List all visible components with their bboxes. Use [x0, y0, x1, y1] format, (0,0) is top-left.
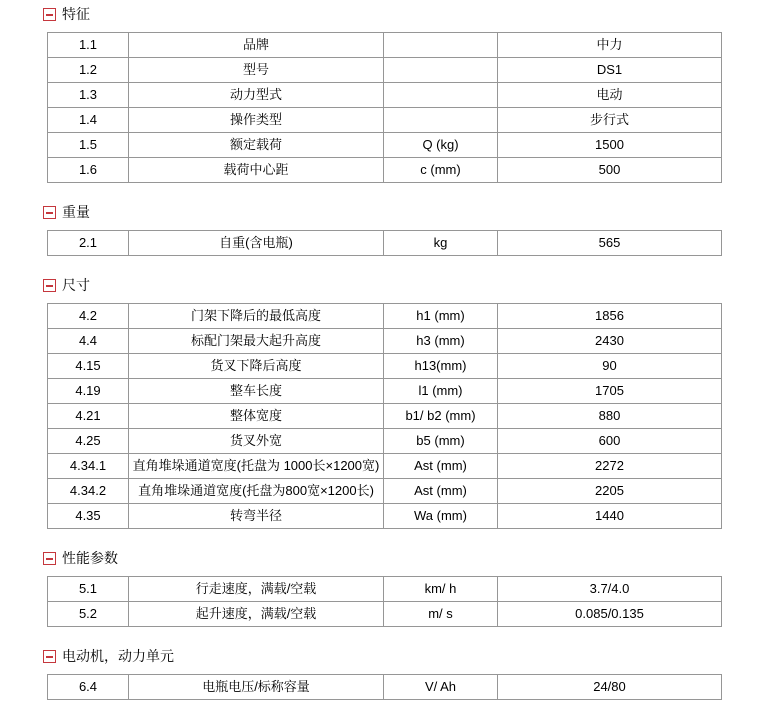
unit-cell: Ast (mm) — [384, 454, 498, 479]
table-row — [48, 429, 722, 454]
row-number-cell: 1.1 — [48, 33, 129, 58]
row-number-cell: 4.19 — [48, 379, 129, 404]
section-header — [43, 6, 772, 23]
value-cell: 电动 — [498, 83, 722, 108]
table-row — [48, 231, 722, 256]
collapse-minus-icon[interactable] — [43, 279, 56, 292]
row-number-cell: 5.1 — [48, 577, 129, 602]
parameter-name-cell: 直角堆垛通道宽度(托盘为800宽×1200长) — [129, 479, 384, 504]
collapse-minus-icon[interactable] — [43, 650, 56, 663]
row-number-cell: 4.15 — [48, 354, 129, 379]
minus-glyph — [46, 656, 53, 658]
row-number-cell: 4.4 — [48, 329, 129, 354]
spec-table — [47, 674, 722, 700]
value-cell: 2430 — [498, 329, 722, 354]
value-cell: 步行式 — [498, 108, 722, 133]
unit-cell: Q (kg) — [384, 133, 498, 158]
unit-cell: kg — [384, 231, 498, 256]
unit-cell: l1 (mm) — [384, 379, 498, 404]
parameter-name-cell: 整车长度 — [129, 379, 384, 404]
value-cell: 500 — [498, 158, 722, 183]
value-cell: 3.7/4.0 — [498, 577, 722, 602]
row-number-cell: 6.4 — [48, 675, 129, 700]
value-cell: 600 — [498, 429, 722, 454]
row-number-cell: 2.1 — [48, 231, 129, 256]
parameter-name-cell: 直角堆垛通道宽度(托盘为 1000长×1200宽) — [129, 454, 384, 479]
row-number-cell: 4.21 — [48, 404, 129, 429]
unit-cell: h3 (mm) — [384, 329, 498, 354]
minus-glyph — [46, 285, 53, 287]
parameter-name-cell: 型号 — [129, 58, 384, 83]
value-cell: 1440 — [498, 504, 722, 529]
section-header — [43, 550, 772, 567]
spec-section — [42, 6, 772, 183]
spec-table — [47, 32, 722, 183]
minus-glyph — [46, 14, 53, 16]
parameter-name-cell: 转弯半径 — [129, 504, 384, 529]
value-cell: 2272 — [498, 454, 722, 479]
section-header — [43, 204, 772, 221]
spec-section — [42, 204, 772, 256]
table-row — [48, 58, 722, 83]
value-cell: 1856 — [498, 304, 722, 329]
table-row — [48, 504, 722, 529]
value-cell: 880 — [498, 404, 722, 429]
unit-cell: h13(mm) — [384, 354, 498, 379]
parameter-name-cell: 整体宽度 — [129, 404, 384, 429]
parameter-name-cell: 电瓶电压/标称容量 — [129, 675, 384, 700]
parameter-name-cell: 标配门架最大起升高度 — [129, 329, 384, 354]
spec-table — [47, 576, 722, 627]
table-row — [48, 404, 722, 429]
table-row — [48, 602, 722, 627]
row-number-cell: 4.34.1 — [48, 454, 129, 479]
table-row — [48, 577, 722, 602]
table-row — [48, 133, 722, 158]
parameter-name-cell: 货叉外宽 — [129, 429, 384, 454]
collapse-minus-icon[interactable] — [43, 8, 56, 21]
section-title: 特征 — [62, 6, 90, 22]
parameter-name-cell: 行走速度，满载/空载 — [129, 577, 384, 602]
value-cell: 2205 — [498, 479, 722, 504]
value-cell: DS1 — [498, 58, 722, 83]
parameter-name-cell: 自重(含电瓶) — [129, 231, 384, 256]
row-number-cell: 4.25 — [48, 429, 129, 454]
unit-cell: km/ h — [384, 577, 498, 602]
table-row — [48, 304, 722, 329]
spec-table — [47, 303, 722, 529]
value-cell: 中力 — [498, 33, 722, 58]
table-row — [48, 479, 722, 504]
row-number-cell: 4.34.2 — [48, 479, 129, 504]
section-title: 电动机，动力单元 — [62, 648, 174, 664]
parameter-name-cell: 门架下降后的最低高度 — [129, 304, 384, 329]
unit-cell: b5 (mm) — [384, 429, 498, 454]
unit-cell: h1 (mm) — [384, 304, 498, 329]
table-row — [48, 354, 722, 379]
parameter-name-cell: 起升速度，满载/空载 — [129, 602, 384, 627]
unit-cell — [384, 108, 498, 133]
unit-cell — [384, 83, 498, 108]
minus-glyph — [46, 212, 53, 214]
unit-cell — [384, 33, 498, 58]
parameter-name-cell: 动力型式 — [129, 83, 384, 108]
table-row — [48, 108, 722, 133]
row-number-cell: 5.2 — [48, 602, 129, 627]
unit-cell: Ast (mm) — [384, 479, 498, 504]
spec-section — [42, 550, 772, 627]
section-title: 性能参数 — [62, 550, 118, 566]
value-cell: 0.085/0.135 — [498, 602, 722, 627]
spec-section — [42, 648, 772, 700]
value-cell: 90 — [498, 354, 722, 379]
table-row — [48, 675, 722, 700]
row-number-cell: 4.2 — [48, 304, 129, 329]
parameter-name-cell: 额定载荷 — [129, 133, 384, 158]
unit-cell: V/ Ah — [384, 675, 498, 700]
section-title: 尺寸 — [62, 277, 90, 293]
parameter-name-cell: 货叉下降后高度 — [129, 354, 384, 379]
value-cell: 1705 — [498, 379, 722, 404]
value-cell: 24/80 — [498, 675, 722, 700]
spec-table — [47, 230, 722, 256]
parameter-name-cell: 品牌 — [129, 33, 384, 58]
table-row — [48, 329, 722, 354]
collapse-minus-icon[interactable] — [43, 206, 56, 219]
collapse-minus-icon[interactable] — [43, 552, 56, 565]
row-number-cell: 1.6 — [48, 158, 129, 183]
parameter-name-cell: 载荷中心距 — [129, 158, 384, 183]
unit-cell: Wa (mm) — [384, 504, 498, 529]
row-number-cell: 1.2 — [48, 58, 129, 83]
unit-cell: b1/ b2 (mm) — [384, 404, 498, 429]
table-row — [48, 454, 722, 479]
parameter-name-cell: 操作类型 — [129, 108, 384, 133]
minus-glyph — [46, 558, 53, 560]
unit-cell: m/ s — [384, 602, 498, 627]
table-row — [48, 83, 722, 108]
spec-section — [42, 277, 772, 529]
table-row — [48, 158, 722, 183]
spec-sections — [42, 6, 772, 700]
section-header — [43, 277, 772, 294]
row-number-cell: 4.35 — [48, 504, 129, 529]
unit-cell: c (mm) — [384, 158, 498, 183]
section-header — [43, 648, 772, 665]
table-row — [48, 33, 722, 58]
value-cell: 565 — [498, 231, 722, 256]
unit-cell — [384, 58, 498, 83]
section-title: 重量 — [62, 204, 90, 220]
value-cell: 1500 — [498, 133, 722, 158]
row-number-cell: 1.5 — [48, 133, 129, 158]
row-number-cell: 1.3 — [48, 83, 129, 108]
table-row — [48, 379, 722, 404]
row-number-cell: 1.4 — [48, 108, 129, 133]
